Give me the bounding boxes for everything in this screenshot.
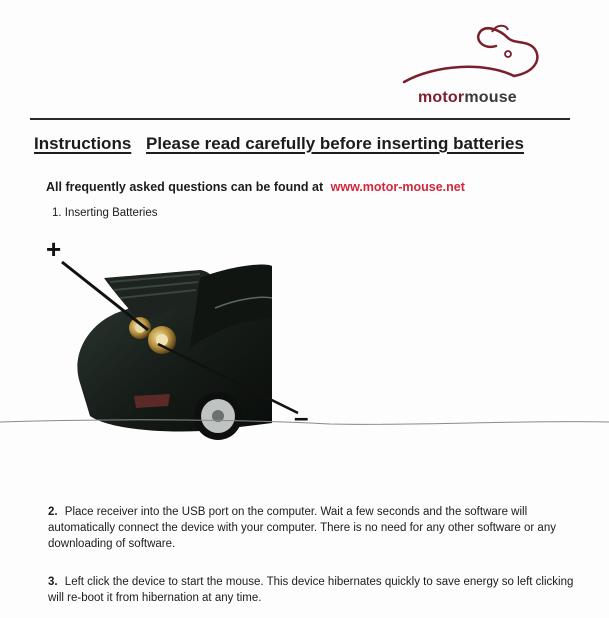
- heading-title: Instructions: [34, 134, 132, 153]
- logo-mouse: mouse: [464, 89, 517, 106]
- logo-motor: motor: [418, 89, 465, 106]
- faq-url-link[interactable]: www.motor-mouse.net: [330, 180, 465, 194]
- step-1-text: Inserting Batteries: [64, 207, 158, 219]
- step-1: [52, 207, 157, 219]
- step-3: [48, 575, 578, 607]
- step-2-number: 2.: [48, 506, 58, 518]
- step-1-number: 1.: [52, 207, 62, 219]
- step-2: [48, 505, 578, 553]
- paper-fold-line: [0, 400, 609, 440]
- step-3-text: Left click the device to start the mouse. This device hibernates quickly to save energy so left clicking will re-boot it from hibernation at any time.: [48, 576, 574, 604]
- faq-text: All frequently asked questions can be found at: [46, 180, 324, 194]
- mouse-logo-icon: [396, 14, 546, 86]
- minus-label: –: [294, 402, 309, 432]
- header-divider: [30, 118, 570, 120]
- plus-label: +: [46, 238, 62, 264]
- step-2-text: Place receiver into the USB port on the computer. Wait a few seconds and the software will automatically connect the device with your computer. There is no need for any other software or any downloading of software.: [48, 506, 556, 550]
- faq-line: [46, 180, 465, 194]
- page-heading: [34, 134, 524, 154]
- heading-subtitle: Please read carefully before inserting batteries: [146, 134, 524, 153]
- step-3-number: 3.: [48, 576, 58, 588]
- brand-logo-text: [418, 89, 517, 107]
